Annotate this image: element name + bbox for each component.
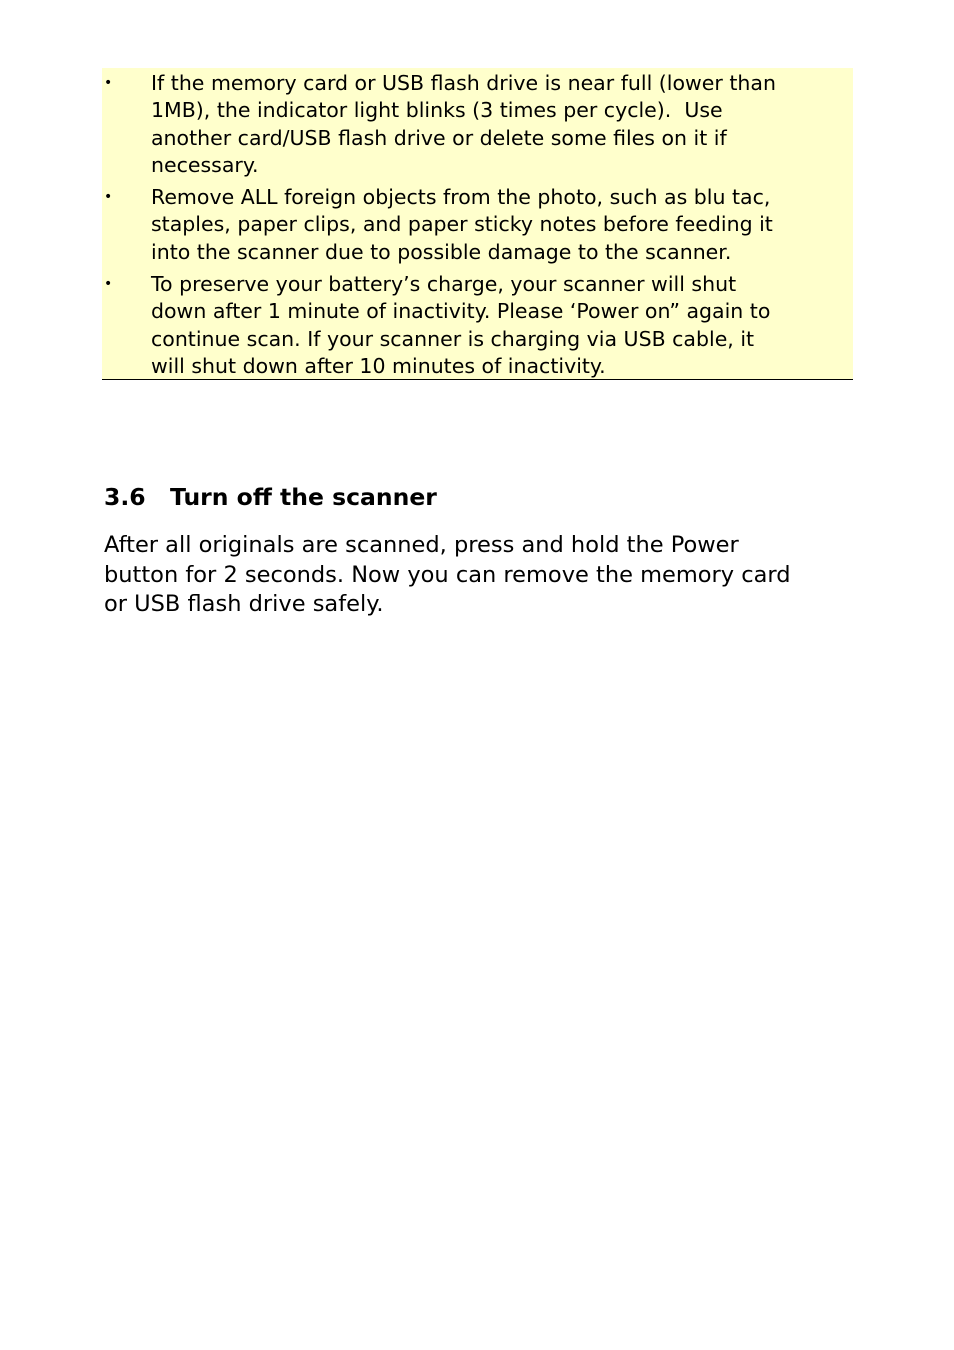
bullet-line: will shut down after 10 minutes of inactivity. — [151, 353, 606, 378]
bullet-line: into the scanner due to possible damage to the scanner. — [151, 239, 732, 264]
section-body-paragraph — [104, 531, 864, 620]
bullet-line: 1MB), the indicator light blinks (3 times per cycle). Use — [151, 98, 723, 123]
body-line: After all originals are scanned, press and hold the Power — [104, 532, 739, 558]
bullet-line: If the memory card or USB flash drive is near full (lower than — [151, 71, 776, 95]
bullet-line: continue scan. If your scanner is charging via USB cable, it — [151, 326, 755, 351]
section-title: Turn off the scanner — [170, 483, 437, 511]
bullet-icon: • — [104, 189, 113, 205]
body-line: button for 2 seconds. Now you can remove the memory card — [104, 561, 791, 588]
note-box — [102, 68, 853, 380]
bullet-line: staples, paper clips, and paper sticky notes before feeding it — [151, 212, 773, 237]
bullet-line: To preserve your battery’s charge, your scanner will shut — [151, 272, 737, 296]
bullet-line: down after 1 minute of inactivity. Please ‘Power on” again to — [151, 299, 771, 324]
bullet-icon: • — [104, 75, 113, 91]
bullet-icon: • — [104, 276, 113, 292]
bullet-line: another card/USB flash drive or delete some files on it if — [151, 125, 727, 150]
section-heading — [104, 480, 437, 514]
section-number: 3.6 — [104, 483, 146, 511]
bullet-line: necessary. — [151, 152, 259, 177]
bullet-text — [151, 70, 853, 179]
bullet-line: Remove ALL foreign objects from the photo, such as blu tac, — [151, 185, 771, 209]
body-line: or USB flash drive safely. — [104, 591, 384, 617]
bullet-text — [151, 184, 853, 266]
bullet-text — [151, 271, 853, 380]
